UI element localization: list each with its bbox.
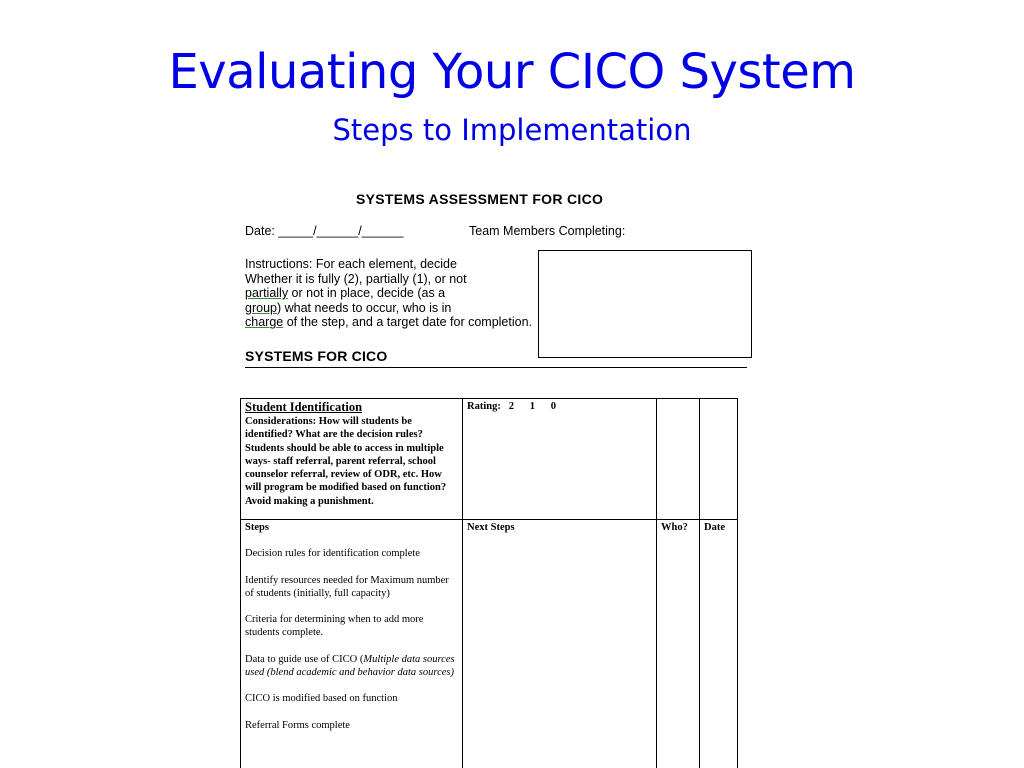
next-steps-header: Next Steps [467,522,515,533]
date-header: Date [704,522,725,533]
instructions-fragment: of the step, and a target date for completion. [283,315,533,330]
table-row [241,399,738,520]
step-item [245,653,458,680]
instructions-text [245,257,545,330]
step-item: Identify resources needed for Maximum number of students (initially, full capacity) [245,574,449,599]
who-cell [657,520,700,768]
student-identification-table [240,398,738,768]
date-cell [700,399,738,520]
underlined-word: group [245,300,277,315]
heading-divider [245,367,747,368]
slide-title: Evaluating Your CICO System [168,44,856,100]
form-heading: SYSTEMS ASSESSMENT FOR CICO [356,191,604,207]
instructions-line: Instructions: For each element, decide [245,257,457,271]
instructions-line: Whether it is fully (2), partially (1), or not [245,271,467,286]
assessment-form-image [236,184,760,768]
table-row [241,520,738,768]
considerations-text: Considerations: How will students be identified? What are the decision rules? Students should be able to access in multiple ways- staff referral, parent referral, school counselor referral, review of ODR, etc. How will program be modified based on function? Avoid making a punishment. [245,416,447,507]
steps-cell [241,520,463,768]
steps-header: Steps [245,522,269,533]
considerations-cell [241,399,463,520]
slide-subtitle: Steps to Implementation [332,113,692,147]
instructions-line [245,315,545,330]
underlined-word: partially [245,286,289,301]
instructions-line [245,301,545,316]
underlined-word: charge [245,315,284,330]
date-line: Date: _____/______/______ [245,224,404,238]
step-item: Referral Forms complete [245,719,350,731]
team-members-line: Team Members Completing: [469,224,626,238]
date-cell [700,520,738,768]
next-steps-cell [463,520,657,768]
rating-cell [463,399,657,520]
step-text-italic: Multiple data sources used (blend academic and behavior data sources) [245,653,455,679]
instructions-line [245,286,545,301]
step-item: Criteria for determining when to add more students complete. [245,614,424,639]
section-title: Student Identification [245,400,363,414]
instructions-fragment: or not in place, decide (as a [288,286,446,301]
who-cell [657,399,700,520]
instructions-fragment: ) what needs to occur, who is in [276,300,452,315]
step-item: Decision rules for identification complete [245,548,420,560]
step-item: CICO is modified based on function [245,693,398,705]
team-members-box [538,250,752,358]
step-text: Data to guide use of CICO ( [245,653,364,665]
rating-label: Rating: 2 1 0 [467,401,556,412]
systems-heading: SYSTEMS FOR CICO [245,348,388,364]
who-header: Who? [661,522,688,533]
